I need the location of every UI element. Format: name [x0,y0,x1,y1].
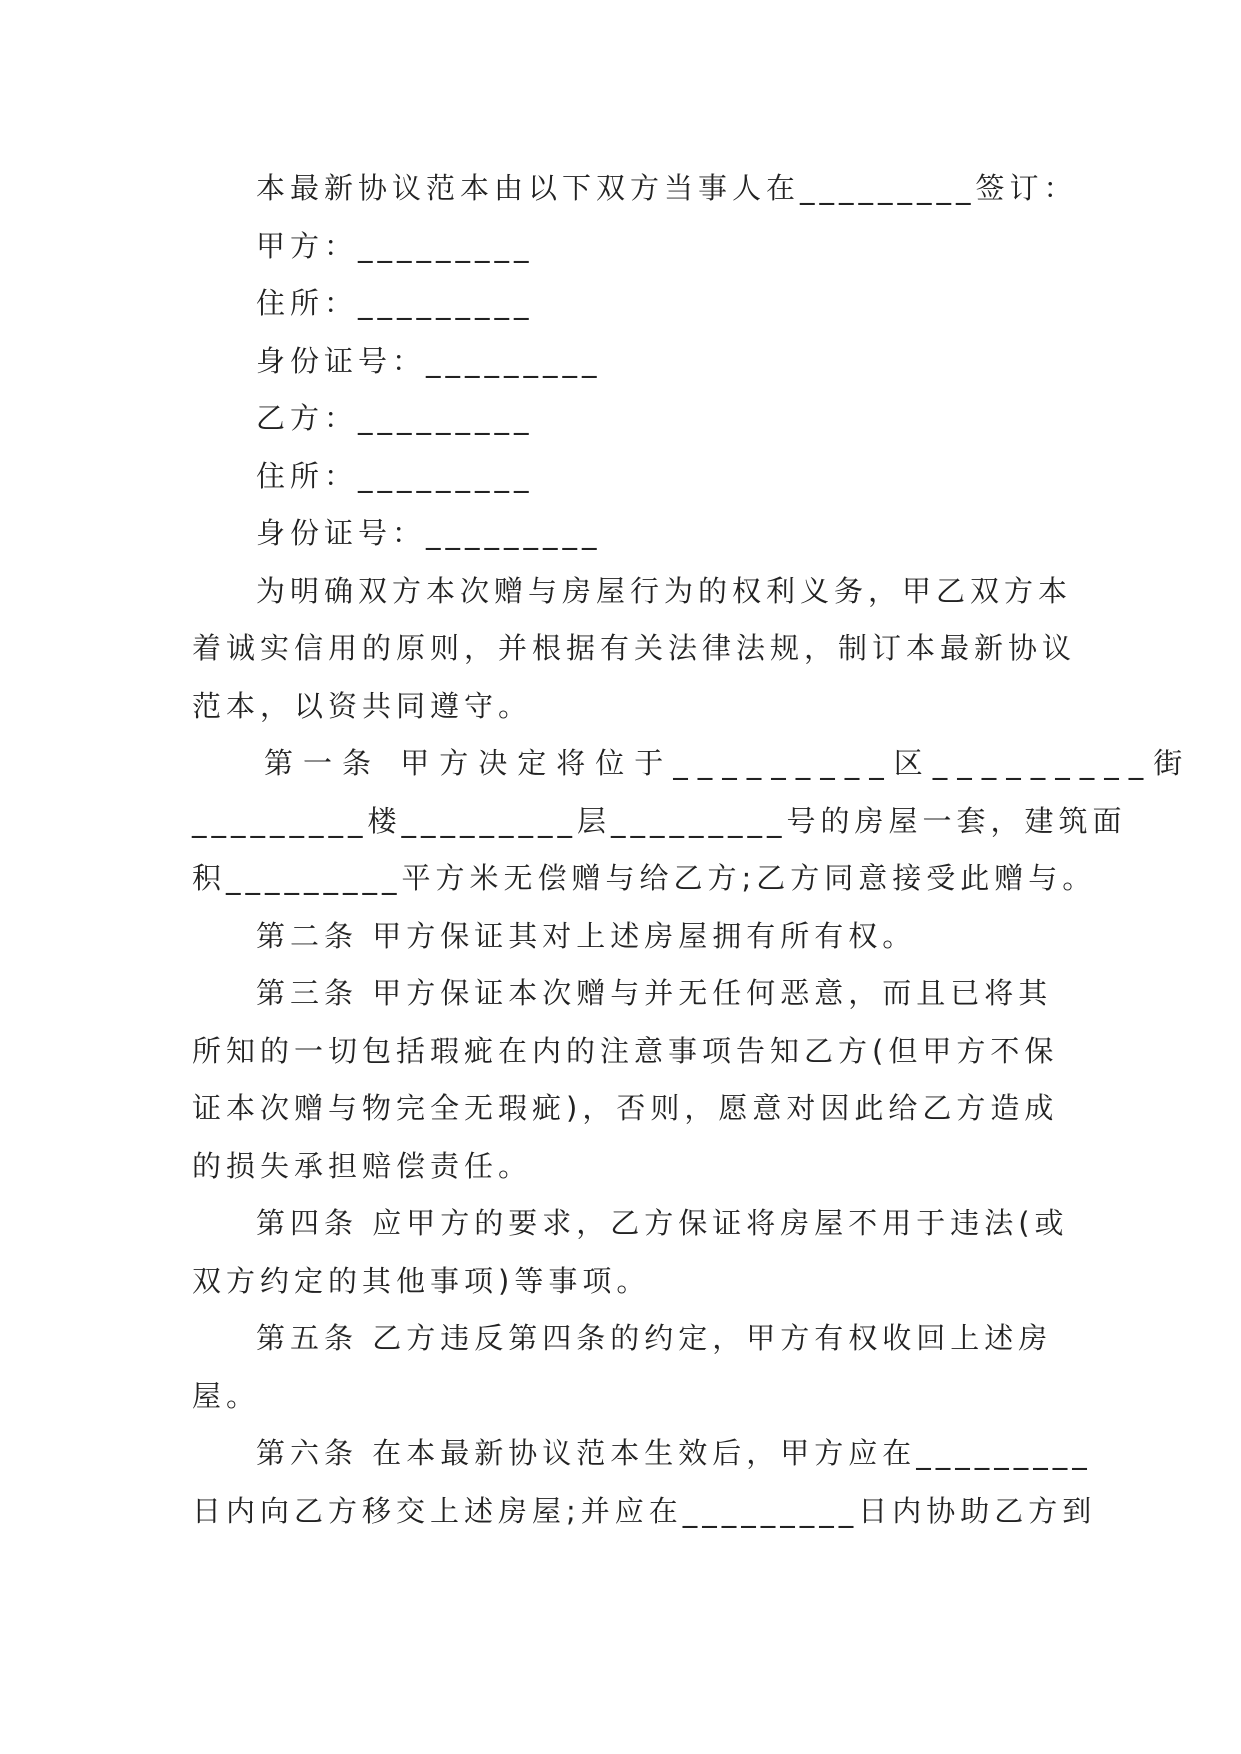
preamble-line: 为明确双方本次赠与房屋行为的权利义务，甲乙双方本 [256,574,1073,608]
party-a-id-line: 身份证号：_________ [256,344,602,378]
article-5-line: 屋。 [192,1379,261,1413]
article-3-line: 证本次赠与物完全无瑕疵)，否则，愿意对因此给乙方造成 [192,1091,1059,1125]
article-3-line: 所知的一切包括瑕疵在内的注意事项告知乙方(但甲方不保 [192,1034,1059,1068]
party-a-line: 甲方：_________ [256,229,534,263]
article-3-line: 的损失承担赔偿责任。 [192,1149,533,1183]
article-1-line: 积_________平方米无偿赠与给乙方;乙方同意接受此赠与。 [192,861,1097,895]
article-4-line: 第四条 应甲方的要求，乙方保证将房屋不用于违法(或 [256,1206,1069,1240]
intro-line: 本最新协议范本由以下双方当事人在_________签订： [256,171,1078,205]
preamble-line: 范本，以资共同遵守。 [192,689,533,723]
article-6-line: 第六条 在本最新协议范本生效后，甲方应在_________ [256,1436,1092,1470]
preamble-line: 着诚实信用的原则，并根据有关法律法规，制订本最新协议 [192,631,1077,665]
article-4-line: 双方约定的其他事项)等事项。 [192,1264,651,1298]
article-1-line: _________楼_________层_________号的房屋一套，建筑面 [192,804,1127,838]
article-3-line: 第三条 甲方保证本次赠与并无任何恶意，而且已将其 [256,976,1053,1010]
article-1-line: 第一条 甲方决定将位于_________区_________街 [264,746,1193,780]
party-b-address-line: 住所：_________ [256,459,534,493]
article-6-line: 日内向乙方移交上述房屋;并应在_________日内协助乙方到 [192,1494,1097,1528]
article-2-line: 第二条 甲方保证其对上述房屋拥有所有权。 [256,919,917,953]
party-b-line: 乙方：_________ [256,401,534,435]
article-5-line: 第五条 乙方违反第四条的约定，甲方有权收回上述房 [256,1321,1053,1355]
party-a-address-line: 住所：_________ [256,286,534,320]
party-b-id-line: 身份证号：_________ [256,516,602,550]
